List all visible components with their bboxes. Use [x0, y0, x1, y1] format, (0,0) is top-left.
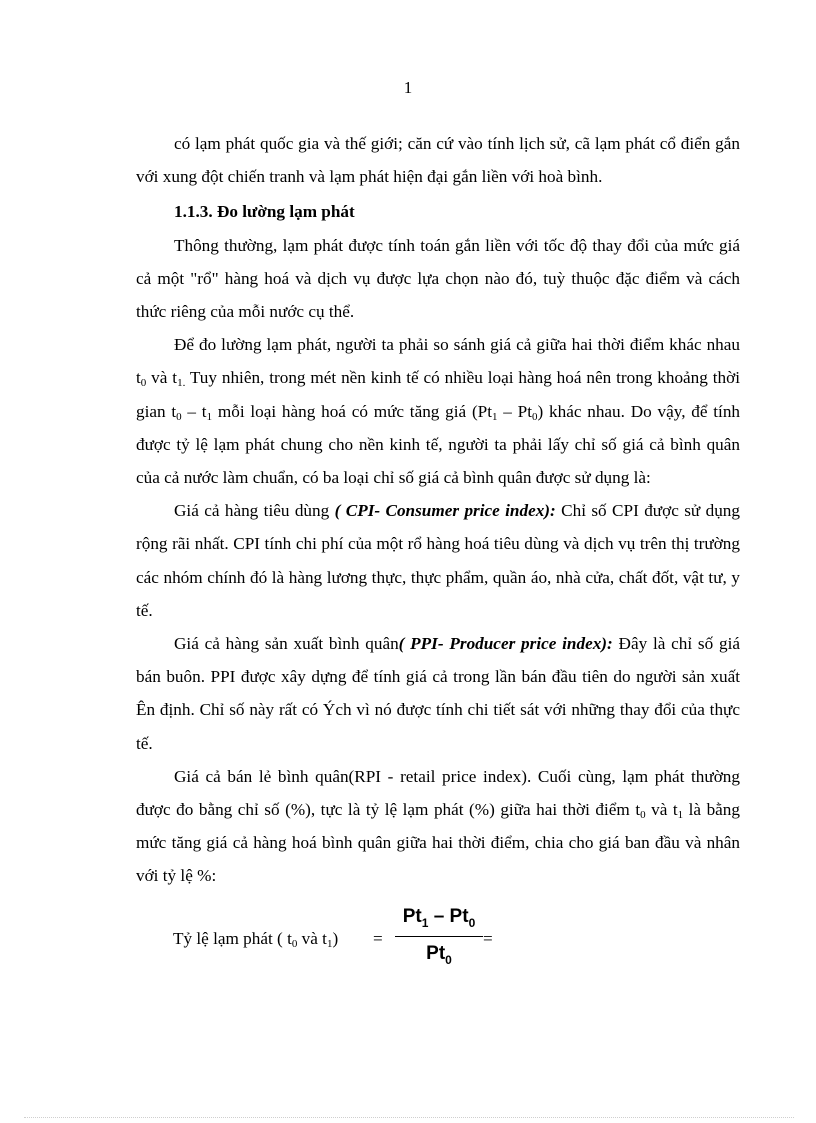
cpi-term: ( CPI- Consumer price index):	[334, 501, 556, 521]
section-heading: 1.1.3. Đo lường lạm phát	[174, 202, 355, 222]
paragraph-ppi: Giá cả hàng sản xuất bình quân( PPI- Producer price index): Đây là chỉ số giá bán buôn. PPI được xây dựng để tính giá cả trong lần bán đầu tiên do người sản xuất Ên định. Chỉ số này rất có Ých vì nó được tính chi tiết sát với những thay đổi của thực tế.	[136, 634, 740, 753]
paragraph-intro: Thông thường, lạm phát được tính toán gắn liền với tốc độ thay đổi của mức giá cả một "rổ" hàng hoá và dịch vụ được lựa chọn nào đó, tuỳ thuộc đặc điểm và cách thức riêng của mỗi nước cụ thể.	[136, 235, 740, 322]
formula-label: Tỷ lệ lạm phát ( $t_0$ và $t_1$)	[173, 929, 339, 950]
ppi-term: ( PPI- Producer price index):	[398, 634, 613, 654]
equals-sign-trailing: =	[483, 929, 493, 948]
paragraph-cpi: Giá cả hàng tiêu dùng ( CPI- Consumer price index): Chỉ số CPI được sử dụng rộng rãi nhất. CPI tính chi phí của một rổ hàng hoá tiêu dùng và dịch vụ trên thị trường các nhóm chính đó là hàng lương thực, thực phẩm, quần áo, nhà cửa, chất đốt, vật tư, y tế.	[136, 501, 740, 620]
equals-sign: =	[373, 929, 383, 948]
fraction-bar	[395, 936, 483, 937]
fraction-numerator: $Pt_1 - Pt_0$	[402, 906, 476, 930]
document-body	[136, 127, 740, 893]
page-number: 1	[403, 78, 413, 97]
paragraph-measurement: Để đo lường lạm phát, người ta phải so sánh giá cả giữa hai thời điểm khác nhau $t_0$ và $t_{1.}$ Tuy nhiên, trong mét nền kinh tế có nhiều loại hàng hoá nên trong khoảng thời gian $t_0 - t_1$ mỗi loại hàng hoá có mức tăng giá $(Pt_1 - Pt_0)$ khác nhau. Do vậy, để tính được tỷ lệ lạm phát chung cho nền kinh tế, người ta phải lấy chỉ số giá cả bình quân của cả nước làm chuẩn, có ba loại chỉ số giá cả bình quân được sử dụng là:	[136, 335, 741, 488]
fraction-denominator: $Pt_0$	[426, 943, 452, 967]
paragraph-classification: có lạm phát quốc gia và thế giới; căn cứ vào tính lịch sử, cã lạm phát cổ điển gắn với xung đột chiến tranh và lạm phát hiện đại gắn liền với hoà bình.	[136, 134, 740, 187]
paragraph-rpi: Giá cả bán lẻ bình quân(RPI - retail price index). Cuối cùng, lạm phát thường được đo bằng chỉ số (%), tực là tỷ lệ lạm phát (%) giữa hai thời điểm $t_0$ và $t_1$ là bằng mức tăng giá cả hàng hoá bình quân giữa hai thời điểm, chia cho giá ban đầu và nhân với tỷ lệ %:	[136, 766, 740, 886]
page-bottom-border	[24, 1117, 794, 1118]
